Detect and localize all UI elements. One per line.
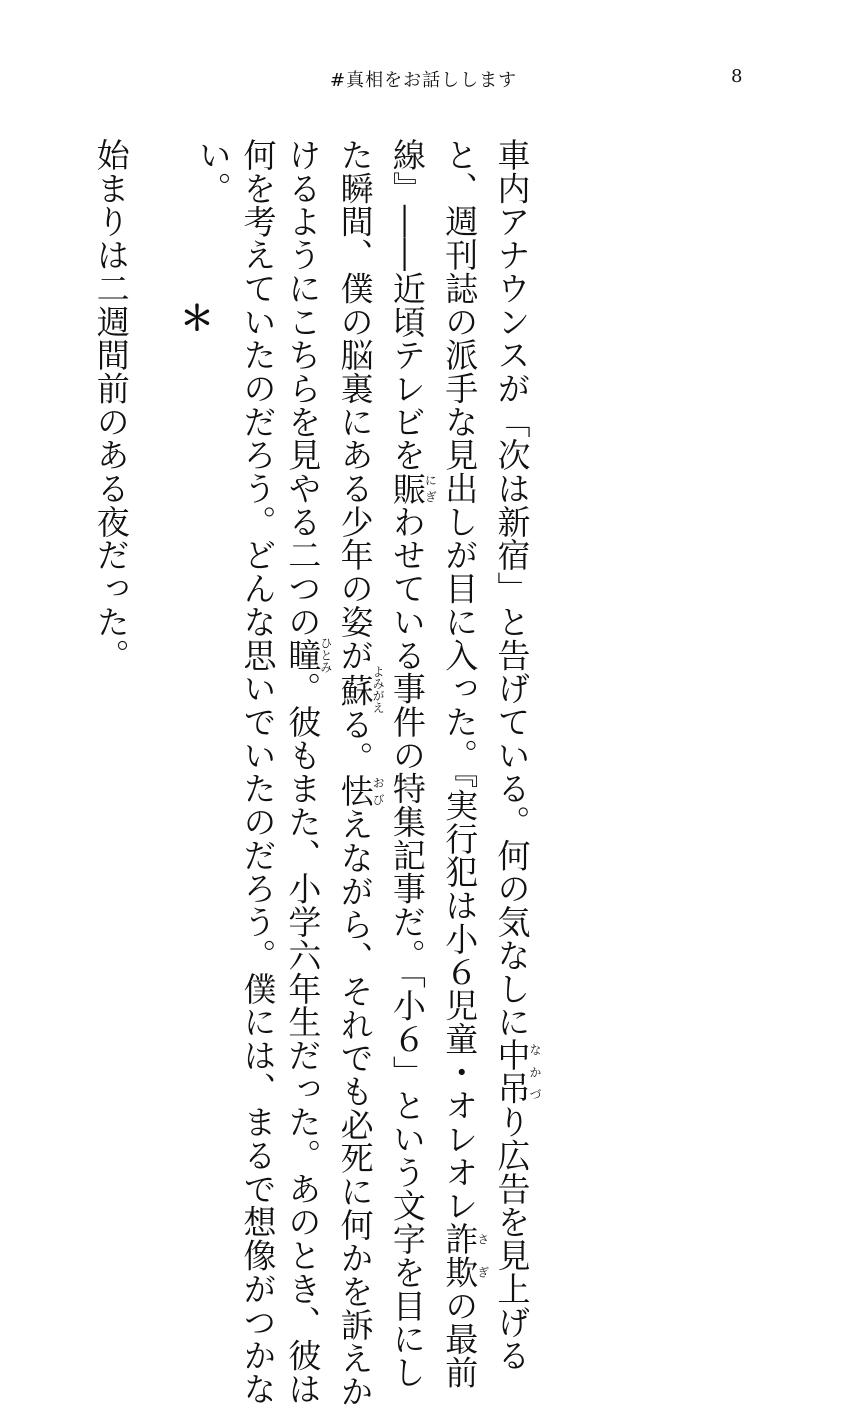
text-line: い。 bbox=[193, 138, 233, 205]
next-section-opening-line: 始まりは二週間前のある夜だった。 bbox=[91, 138, 131, 672]
furigana: よみがえ bbox=[371, 665, 386, 714]
running-header-title: #真相をお話しします bbox=[330, 70, 518, 91]
ruby-annotation: 瞳ひとみ bbox=[283, 636, 333, 673]
ruby-annotation: 中吊なかづ bbox=[492, 1038, 542, 1106]
ruby-annotation: 蘇よみがえ bbox=[335, 665, 386, 714]
text-line: た瞬間、僕の脳裏にある少年の姿が蘇よみがえる。怯おびえながら、それでも必死に何かを訴えか bbox=[335, 138, 386, 1408]
text-line: 車内アナウンスが「次は新宿」と告げている。何の気なしに中吊なかづり広告を見上げる bbox=[492, 138, 542, 1372]
ruby-annotation: 怯おび bbox=[335, 774, 386, 808]
furigana: ひとみ bbox=[318, 636, 333, 673]
furigana: さぎ bbox=[475, 1222, 490, 1289]
furigana: にぎ bbox=[423, 471, 438, 505]
text-line: 何を考えていたのだろう。どんな思いでいたのだろう。僕には、まるで想像がつかな bbox=[238, 138, 278, 1406]
furigana: おび bbox=[371, 774, 386, 808]
ruby-annotation: 賑にぎ bbox=[387, 471, 438, 505]
scene-break-asterisk: ＊ bbox=[180, 299, 214, 339]
ruby-annotation: 詐欺さぎ bbox=[440, 1222, 490, 1289]
text-line: と、週刊誌の派手な見出しが目に入った。『実行犯は小６児童・オレオレ詐欺さぎの最前 bbox=[440, 138, 490, 1389]
body-text bbox=[190, 138, 542, 1408]
page-number: 8 bbox=[731, 66, 743, 87]
furigana: なかづ bbox=[528, 1038, 542, 1106]
text-line: 線』――近頃テレビを賑にぎわせている事件の特集記事だ。「小６」という文字を目にし bbox=[387, 138, 438, 1389]
text-line: けるようにこちらを見やる二つの瞳ひとみ。彼もまた、小学六年生だった。あのとき、彼は bbox=[283, 138, 333, 1406]
